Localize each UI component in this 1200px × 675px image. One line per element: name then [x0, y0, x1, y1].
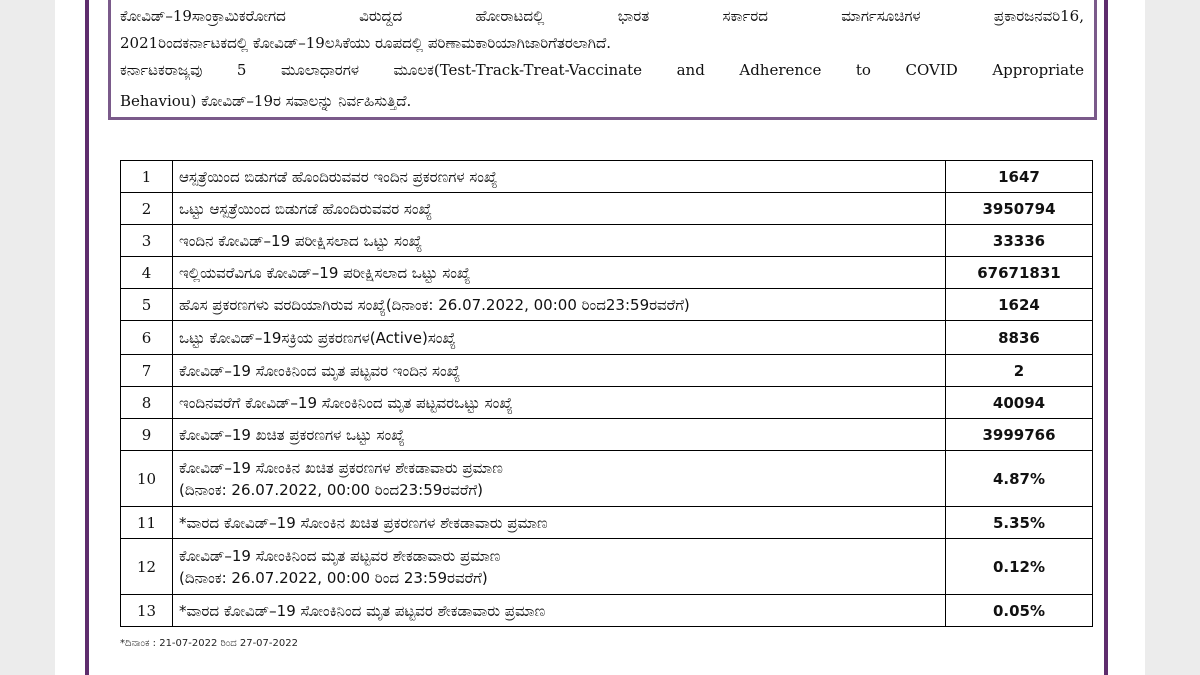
- row-number: 2: [121, 193, 173, 225]
- row-label: [173, 225, 946, 257]
- row-value: 2: [946, 355, 1093, 387]
- row-label-text: ಒಟ್ಟು ಕೋವಿಡ್‌–19ಸಕ್ರಿಯ ಪ್ರಕರಣಗಳ(Active)ಸಂಖ್ಯೆ: [179, 328, 457, 347]
- table-row: [121, 387, 1093, 419]
- row-label-text: ಆಸ್ಪತ್ರೆಯಿಂದ ಬಿಡುಗಡೆ ಹೊಂದಿರುವವರ ಇಂದಿನ ಪ್ರಕರಣಗಳ ಸಂಖ್ಯೆ: [179, 167, 498, 186]
- table-row: [121, 225, 1093, 257]
- row-label-text: ಕೋವಿಡ್‌–19 ಖಚಿತ ಪ್ರಕರಣಗಳ ಒಟ್ಟು ಸಂಖ್ಯೆ: [179, 425, 405, 444]
- row-value: 0.12%: [946, 539, 1093, 595]
- table-row: [121, 539, 1093, 595]
- row-number: 7: [121, 355, 173, 387]
- row-label: [173, 539, 946, 595]
- covid-statistics-table: [120, 160, 1093, 627]
- row-label: [173, 161, 946, 193]
- row-value: 67671831: [946, 257, 1093, 289]
- row-value: 1647: [946, 161, 1093, 193]
- table-row: [121, 451, 1093, 507]
- row-label: [173, 387, 946, 419]
- row-number: 11: [121, 507, 173, 539]
- row-number: 13: [121, 595, 173, 627]
- row-number: 12: [121, 539, 173, 595]
- table-row: [121, 257, 1093, 289]
- intro-line-2: 2021ರಿಂದಕರ್ನಾಟಕದಲ್ಲಿ ಕೋವಿಡ್‌–19ಲಸಿಕೆಯು ರೂಪದಲ್ಲಿ ಪರಿಣಾಮಕಾರಿಯಾಗಿಜಾರಿಗೆತರಲಾಗಿದೆ.: [120, 34, 612, 52]
- table-row: [121, 161, 1093, 193]
- table-row: [121, 419, 1093, 451]
- row-label: [173, 321, 946, 355]
- row-value: 3950794: [946, 193, 1093, 225]
- row-label-subtext: (ದಿನಾಂಕ: 26.07.2022, 00:00 ರಿಂದ 23:59ರವರೆಗೆ): [179, 568, 488, 587]
- table-row: [121, 289, 1093, 321]
- row-value: 8836: [946, 321, 1093, 355]
- row-label-text: ಕೋವಿಡ್‌–19 ಸೋಂಕಿನಿಂದ ಮೃತ ಪಟ್ಟವರ ಶೇಕಡಾವಾರು ಪ್ರಮಾಣ: [179, 546, 501, 565]
- row-label-text: ಒಟ್ಟು ಆಸ್ಪತ್ರೆಯಿಂದ ಬಿಡುಗಡೆ ಹೊಂದಿರುವವರ ಸಂಖ್ಯೆ: [179, 199, 433, 218]
- row-value: 40094: [946, 387, 1093, 419]
- row-label-text: ಇಲ್ಲಿಯವರೆವಿಗೂ ಕೋವಿಡ್‌–19 ಪರೀಕ್ಷಿಸಲಾದ ಒಟ್ಟು ಸಂಖ್ಯೆ: [179, 263, 471, 282]
- row-value: 1624: [946, 289, 1093, 321]
- row-label: [173, 289, 946, 321]
- row-value: 0.05%: [946, 595, 1093, 627]
- row-value: 4.87%: [946, 451, 1093, 507]
- intro-line-4: Behaviou) ಕೋವಿಡ್‌–19ರ ಸವಾಲನ್ನು ನಿರ್ವಹಿಸುತ್ತಿದೆ.: [120, 92, 412, 110]
- row-number: 10: [121, 451, 173, 507]
- row-label: [173, 595, 946, 627]
- intro-line-3: ಕರ್ನಾಟಕರಾಜ್ಯವು 5 ಮೂಲಾಧಾರಗಳ ಮೂಲಕ(Test-Track-Treat-Vaccinate and Adherence to COVID Appropriate: [120, 61, 1084, 79]
- row-label: [173, 451, 946, 507]
- row-label-subtext: (ದಿನಾಂಕ: 26.07.2022, 00:00 ರಿಂದ23:59ರವರೆಗೆ): [179, 480, 483, 499]
- row-label-text: *ವಾರದ ಕೋವಿಡ್‌–19 ಸೋಂಕಿನ ಖಚಿತ ಪ್ರಕರಣಗಳ ಶೇಕಡಾವಾರು ಪ್ರಮಾಣ: [179, 513, 548, 532]
- table-row: [121, 321, 1093, 355]
- row-value: 5.35%: [946, 507, 1093, 539]
- row-number: 4: [121, 257, 173, 289]
- row-label-text: ಇಂದಿನವರೆಗೆ ಕೋವಿಡ್‌–19 ಸೋಂಕಿನಿಂದ ಮೃತ ಪಟ್ಟವರಒಟ್ಟು ಸಂಖ್ಯೆ: [179, 393, 513, 412]
- row-number: 1: [121, 161, 173, 193]
- row-label: [173, 257, 946, 289]
- intro-line-1: ಕೋವಿಡ್‌–19ಸಾಂಕ್ರಾಮಿಕರೋಗದ ವಿರುದ್ಧದ ಹೋರಾಟದಲ್ಲಿ ಭಾರತ ಸರ್ಕಾರದ ಮಾರ್ಗಸೂಚಿಗಳ ಪ್ರಕಾರಜನವರಿ16,: [120, 7, 1084, 25]
- row-label-text: ಕೋವಿಡ್‌–19 ಸೋಂಕಿನಿಂದ ಮೃತ ಪಟ್ಟವರ ಇಂದಿನ ಸಂಖ್ಯೆ: [179, 361, 461, 380]
- row-number: 3: [121, 225, 173, 257]
- table-row: [121, 355, 1093, 387]
- table-row: [121, 193, 1093, 225]
- row-label: [173, 355, 946, 387]
- row-value: 3999766: [946, 419, 1093, 451]
- row-number: 5: [121, 289, 173, 321]
- row-label-text: ಕೋವಿಡ್‌–19 ಸೋಂಕಿನ ಖಚಿತ ಪ್ರಕರಣಗಳ ಶೇಕಡಾವಾರು ಪ್ರಮಾಣ: [179, 458, 503, 477]
- row-label: [173, 507, 946, 539]
- row-label: [173, 193, 946, 225]
- footnote: *ದಿನಾಂಕ : 21-07-2022 ರಿಂದ 27-07-2022: [120, 638, 298, 649]
- table-row: [121, 507, 1093, 539]
- row-label-text: ಇಂದಿನ ಕೋವಿಡ್‌–19 ಪರೀಕ್ಷಿಸಲಾದ ಒಟ್ಟು ಸಂಖ್ಯೆ: [179, 231, 423, 250]
- table-row: [121, 595, 1093, 627]
- row-value: 33336: [946, 225, 1093, 257]
- row-label: [173, 419, 946, 451]
- row-label-text: ಹೊಸ ಪ್ರಕರಣಗಳು ವರದಿಯಾಗಿರುವ ಸಂಖ್ಯೆ(ದಿನಾಂಕ: 26.07.2022, 00:00 ರಿಂದ23:59ರವರೆಗೆ): [179, 295, 690, 314]
- row-number: 6: [121, 321, 173, 355]
- row-label-text: *ವಾರದ ಕೋವಿಡ್‌–19 ಸೋಂಕಿನಿಂದ ಮೃತ ಪಟ್ಟವರ ಶೇಕಡಾವಾರು ಪ್ರಮಾಣ: [179, 601, 546, 620]
- row-number: 8: [121, 387, 173, 419]
- row-number: 9: [121, 419, 173, 451]
